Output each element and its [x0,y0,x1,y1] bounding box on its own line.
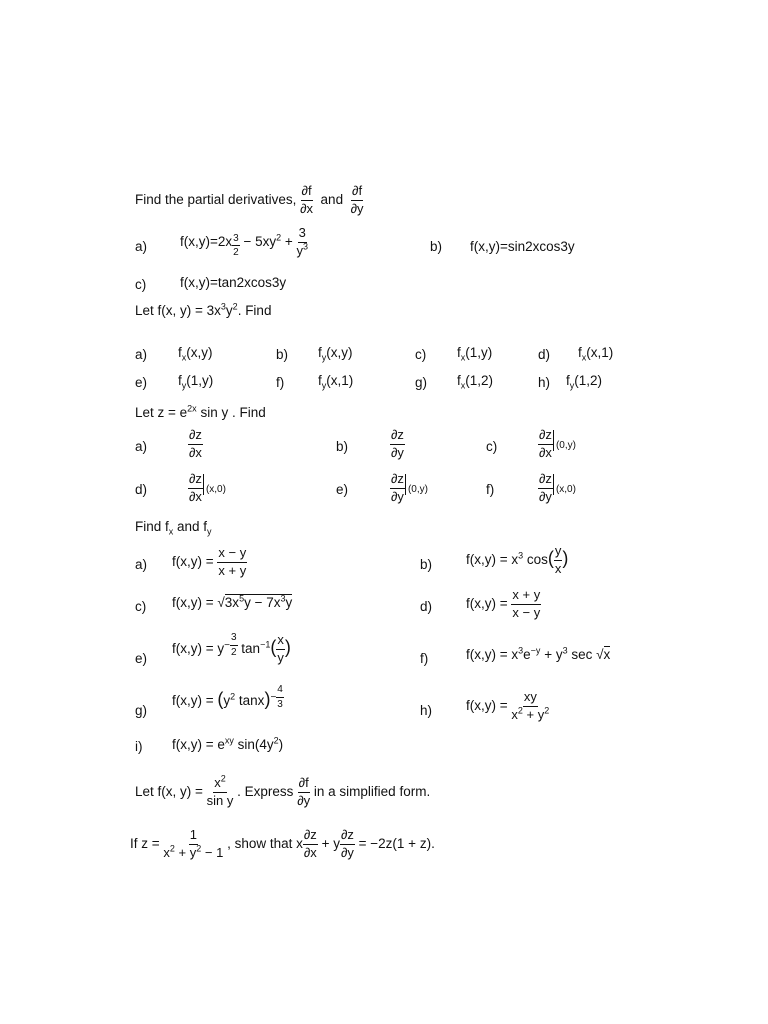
df-dy-fraction: $\frac{\partial f}{\partial y}$ [350,183,364,216]
q5-simplified-text: in a simplified form. [313,784,431,799]
q2-label-f: f) [276,375,285,390]
q4-expr-d: f(x,y) = $\frac{x + y}{x - y}$ [466,587,541,620]
q1-label-c: c) [135,277,147,292]
q3-label-e: e) [336,482,349,497]
q1-label-b: b) [430,239,443,254]
q2-expr-d: $f_x(x,1)$ [578,345,614,363]
q5-line: Let f(x, y) = $\frac{x^2}{\text{sin y}}$ . Express $\frac{\partial f}{\partial y}$ in a simplified form. [135,773,431,808]
q3-label-c: c) [486,439,498,454]
q2-expr-e: $f_y(1,y)$ [178,373,214,391]
q4-expr-i: $f(x,y) = e^{xy}$ $\sin(4y^2)$ [172,735,284,752]
q1-expr-c: f(x,y)=tan2xcos3y [180,275,287,290]
q4-expr-f: $f(x,y) = x^3e^{-y} + y^3$ sec √x [466,645,611,662]
q3-expr-f: $\frac{\partial z}{\partial y}$ (x,0) [539,471,576,504]
q1-and-text: and [320,192,344,207]
q3-expr-e: $\frac{\partial z}{\partial y}$ (0,y) [391,471,428,504]
q2-intro: Let f(x, $y) = 3x^3y^2$. Find [135,301,272,318]
q1-intro [135,184,364,217]
q4-label-e: e) [135,651,148,666]
q2-expr-h: $f_y(1,2)$ [566,373,603,391]
q2-label-b: b) [276,347,289,362]
q6-result-text: = −2z(1 + z). [358,836,435,851]
q3-expr-b: $\frac{\partial z}{\partial y}$ [391,427,404,460]
q4-label-i: i) [135,739,143,754]
q4-label-c: c) [135,599,147,614]
q4-label-h: h) [420,703,433,718]
q6-show-that-text: , show that [227,836,293,851]
q3-label-a: a) [135,439,148,454]
df-dy-q5: $\frac{\partial f}{\partial y}$ [297,775,311,808]
q4-label-g: g) [135,703,148,718]
q4-label-d: d) [420,599,433,614]
q3-expr-d: $\frac{\partial z}{\partial x}$ (x,0) [189,471,226,504]
q2-label-g: g) [415,375,428,390]
q4-intro: Find $f_x$ and $f_y$ [135,519,212,537]
q2-label-c: c) [415,347,427,362]
q3-intro: Let $z = e^{2x}$ sin y . Find [135,403,266,420]
q3-expr-c: $\frac{\partial z}{\partial x}$ (0,y) [539,427,576,460]
q4-label-a: a) [135,557,148,572]
df-dx-fraction: $\frac{\partial f}{\partial x}$ [300,183,314,216]
q6-line: If z = $\frac{1}{x^2 + y^2 - 1}$ , show that x $\frac{\partial z}{\partial x}$ + y $\frac{\partial z}{\partial y}$ = −2z(1 + z). [130,827,435,860]
q4-expr-e: $f(x,y) = y^{- \frac{3}{2}}$ $\tan^{-1}$( $\frac{x}{y}$ ) [172,632,291,666]
q3-expr-a: $\frac{\partial z}{\partial x}$ [189,427,202,460]
q2-expr-c: $f_x(1,y)$ [457,345,493,363]
q1-expr-a: f(x,y)=2x $\frac{3}{2}$ − $5xy^2$ + $\frac{3}{y^3}$ [180,225,309,258]
q2-label-e: e) [135,375,148,390]
q3-label-b: b) [336,439,349,454]
q4-expr-a: f(x,y) = $\frac{x - y}{x + y}$ [172,545,247,578]
q4-expr-b: $f(x,y) = x^3$ cos( $\frac{y}{x}$ ) [466,543,569,576]
q4-expr-h: f(x,y) = $\frac{xy}{x^2 + y^2}$ [466,689,550,722]
q3-label-d: d) [135,482,148,497]
q3-label-f: f) [486,482,495,497]
q2-label-d: d) [538,347,551,362]
q2-label-h: h) [538,375,551,390]
q1-label-a: a) [135,239,148,254]
q2-expr-g: $f_x(1,2)$ [457,373,494,391]
q2-label-a: a) [135,347,148,362]
q2-expr-a: $f_x(x,y)$ [178,345,213,363]
q2-expr-b: $f_y(x,y)$ [318,345,353,363]
q2-expr-f: $f_y(x,1)$ [318,373,354,391]
q5-express-text: . Express [237,784,294,799]
q1-expr-b: f(x,y)=sin2xcos3y [470,239,575,254]
q1-intro-text: Find the partial derivatives, [135,192,297,207]
q4-label-b: b) [420,557,433,572]
q4-expr-g: $f(x,y) = (y^2$ tanx)$^{- \frac{4}{3}}$ [172,684,283,710]
q4-expr-c: $f(x,y) = √3x^5y - 7x^3y$ [172,593,293,610]
q4-label-f: f) [420,651,429,666]
